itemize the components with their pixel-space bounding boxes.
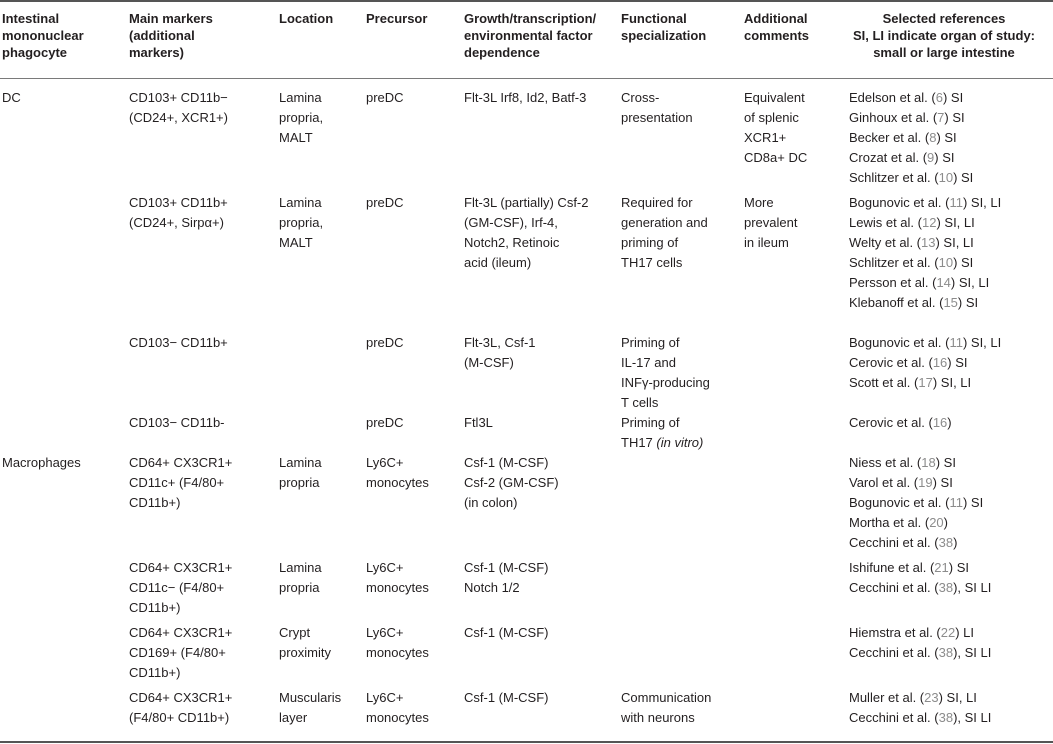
reference-number[interactable]: 11	[949, 195, 963, 210]
cell-line: in ileum	[744, 235, 789, 250]
reference-text: Welty et al. (	[849, 235, 922, 250]
reference-text: ) SI	[957, 295, 979, 310]
row-function	[621, 333, 731, 413]
row-precursor	[366, 333, 456, 353]
cell-line: preDC	[366, 415, 404, 430]
cell-line: Lamina	[279, 560, 322, 575]
reference-text: Varol et al. (	[849, 475, 919, 490]
row-precursor	[366, 413, 456, 433]
cell-line: Flt-3L Irf8, Id2, Batf-3	[464, 90, 587, 105]
cell-line: proximity	[279, 645, 332, 660]
header-line: markers)	[129, 45, 184, 60]
cell-line: More	[744, 195, 774, 210]
cell-line: propria,	[279, 110, 324, 125]
header-line: Location	[279, 11, 334, 26]
row-phagocyte	[2, 453, 122, 473]
row-factors	[464, 623, 614, 643]
row-markers	[129, 413, 274, 433]
row-references	[849, 88, 1049, 188]
cell-line: CD11c+ (F4/80+	[129, 475, 225, 490]
cell-line: Equivalent	[744, 90, 805, 105]
cell-line: Notch2, Retinoic	[464, 235, 560, 250]
reference-number[interactable]: 16	[932, 415, 948, 430]
cell-line: (in colon)	[464, 495, 518, 510]
reference-number[interactable]: 21	[934, 560, 949, 575]
reference-item[interactable]	[849, 213, 1049, 233]
reference-item[interactable]	[849, 168, 1049, 188]
reference-item[interactable]	[849, 493, 1049, 513]
cell-line: monocytes	[366, 645, 429, 660]
row-markers	[129, 688, 274, 728]
cell-line: Priming of	[621, 415, 680, 430]
row-markers	[129, 558, 274, 618]
table-header-rule	[0, 78, 1053, 79]
row-references	[849, 623, 1049, 663]
reference-text: ) SI	[934, 150, 955, 165]
cell-line: propria,	[279, 215, 324, 230]
reference-text: Ginhoux et al. (	[849, 110, 938, 125]
header-line: Growth/transcription/	[464, 11, 597, 26]
cell-line: CD103− CD11b-	[129, 415, 225, 430]
cell-line: (M-CSF)	[464, 355, 514, 370]
cell-line: Lamina	[279, 90, 322, 105]
row-precursor	[366, 193, 456, 213]
row-factors	[464, 688, 614, 708]
reference-item[interactable]	[849, 273, 1049, 293]
reference-number[interactable]: 14	[936, 275, 951, 290]
reference-text: ) LI	[955, 625, 975, 640]
reference-text: ) SI	[948, 560, 969, 575]
reference-number[interactable]: 10	[938, 255, 954, 270]
reference-item[interactable]	[849, 148, 1049, 168]
reference-item[interactable]	[849, 128, 1049, 148]
cell-line: CD103+ CD11b+	[129, 195, 228, 210]
reference-number[interactable]: 16	[932, 355, 948, 370]
cell-line: DC	[2, 90, 21, 105]
reference-text: ) SI	[953, 170, 974, 185]
row-comments	[744, 88, 834, 168]
row-comments	[744, 193, 834, 253]
reference-number[interactable]: 11	[949, 335, 963, 350]
cell-line: with neurons	[621, 710, 695, 725]
cell-line: Csf-1 (M-CSF)	[464, 625, 549, 640]
cell-line: Cross-	[621, 90, 660, 105]
cell-line: Lamina	[279, 195, 322, 210]
reference-text: ) SI	[942, 90, 964, 105]
reference-item[interactable]	[849, 373, 1049, 393]
header-line: Functional	[621, 11, 687, 26]
header-line: Selected references	[882, 11, 1006, 26]
row-markers	[129, 88, 274, 128]
table-bottom-rule	[0, 741, 1053, 743]
reference-item[interactable]	[849, 233, 1049, 253]
cell-line: Muscularis	[279, 690, 342, 705]
cell-line: CD11c− (F4/80+	[129, 580, 225, 595]
cell-line: Macrophages	[2, 455, 81, 470]
reference-number[interactable]: 38	[938, 710, 954, 725]
reference-text: Cerovic et al. (	[849, 355, 933, 370]
cell-line: preDC	[366, 335, 404, 350]
reference-item[interactable]	[849, 413, 1049, 433]
row-factors	[464, 333, 614, 373]
header-line: environmental factor	[464, 28, 593, 43]
cell-line: Notch 1/2	[464, 580, 520, 595]
reference-text: ), SI LI	[953, 710, 992, 725]
row-location	[279, 558, 359, 598]
row-references	[849, 688, 1049, 728]
reference-item[interactable]	[849, 333, 1049, 353]
cell-line: acid (ileum)	[464, 255, 532, 270]
reference-text: ) SI, LI	[962, 195, 1002, 210]
row-references	[849, 193, 1049, 313]
cell-line: generation and	[621, 215, 708, 230]
row-factors	[464, 193, 614, 273]
reference-text: )	[953, 535, 958, 550]
reference-text: ) SI, LI	[962, 335, 1002, 350]
header-markers	[129, 10, 274, 61]
reference-text: ) SI, LI	[950, 275, 990, 290]
row-factors	[464, 413, 614, 433]
row-factors	[464, 558, 614, 598]
header-line: Precursor	[366, 11, 428, 26]
reference-text: Cecchini et al. (	[849, 710, 939, 725]
cell-line: XCR1+	[744, 130, 787, 145]
reference-text: )	[943, 515, 949, 530]
reference-number[interactable]: 6	[935, 90, 943, 105]
header-line: small or large intestine	[873, 45, 1015, 60]
row-references	[849, 333, 1049, 393]
reference-text: Muller et al. (	[849, 690, 925, 705]
reference-item[interactable]	[849, 533, 1049, 553]
row-precursor	[366, 453, 456, 493]
reference-text: ) SI, LI	[936, 215, 975, 230]
reference-item[interactable]	[849, 253, 1049, 273]
reference-number[interactable]: 9	[927, 150, 935, 165]
reference-number[interactable]: 22	[940, 625, 956, 640]
header-line: (additional	[129, 28, 195, 43]
row-precursor	[366, 558, 456, 598]
cell-line: MALT	[279, 130, 313, 145]
header-comments	[744, 10, 834, 44]
header-function	[621, 10, 736, 44]
cell-line: Csf-1 (M-CSF)	[464, 455, 549, 470]
reference-item[interactable]	[849, 473, 1049, 493]
header-line: Intestinal	[2, 11, 60, 26]
reference-item[interactable]	[849, 353, 1049, 373]
cell-line: CD103− CD11b+	[129, 335, 228, 350]
reference-item[interactable]	[849, 88, 1049, 108]
row-references	[849, 413, 1049, 433]
cell-line: CD64+ CX3CR1+	[129, 455, 233, 470]
reference-item[interactable]	[849, 293, 1049, 313]
reference-text: ) SI, LI	[938, 690, 977, 705]
row-markers	[129, 453, 274, 513]
cell-line: Ly6C+	[366, 625, 404, 640]
cell-line: CD11b+)	[129, 665, 181, 680]
cell-line: CD103+ CD11b−	[129, 90, 228, 105]
reference-item[interactable]	[849, 558, 1049, 578]
row-location	[279, 623, 359, 663]
reference-text: Ishifune et al. (	[849, 560, 935, 575]
reference-item[interactable]	[849, 108, 1049, 128]
reference-item[interactable]	[849, 453, 1049, 473]
cell-line: (CD24+, Sirpα+)	[129, 215, 224, 230]
reference-text: ) SI	[932, 475, 953, 490]
cell-line: layer	[279, 710, 308, 725]
cell-text: TH17	[621, 435, 653, 450]
cell-line: T cells	[621, 395, 659, 410]
header-line: phagocyte	[2, 45, 68, 60]
cell-line: presentation	[621, 110, 693, 125]
reference-text: Bogunovic et al. (	[849, 195, 950, 210]
reference-number[interactable]: 10	[938, 170, 954, 185]
reference-text: Schlitzer et al. (	[849, 170, 939, 185]
reference-text: ) SI	[935, 455, 956, 470]
cell-line: TH17 cells	[621, 255, 683, 270]
cell-line: priming of	[621, 235, 679, 250]
row-factors	[464, 453, 614, 513]
cell-line: IL-17 and	[621, 355, 676, 370]
cell-line: prevalent	[744, 215, 798, 230]
cell-line: CD11b+)	[129, 495, 181, 510]
cell-line: (F4/80+ CD11b+)	[129, 710, 230, 725]
reference-text: ) SI	[944, 110, 965, 125]
cell-line: monocytes	[366, 710, 429, 725]
cell-line: Crypt	[279, 625, 311, 640]
reference-text: Edelson et al. (	[849, 90, 936, 105]
row-location	[279, 688, 359, 728]
reference-number[interactable]: 19	[918, 475, 933, 490]
header-location	[279, 10, 359, 27]
header-line: dependence	[464, 45, 540, 60]
reference-number[interactable]: 38	[938, 580, 954, 595]
cell-line: Lamina	[279, 455, 322, 470]
cell-line: propria	[279, 580, 320, 595]
cell-line: monocytes	[366, 475, 429, 490]
reference-number[interactable]: 8	[929, 130, 937, 145]
row-precursor	[366, 88, 456, 108]
reference-number[interactable]: 7	[937, 110, 945, 125]
cell-line: (GM-CSF), Irf-4,	[464, 215, 558, 230]
row-function	[621, 413, 731, 453]
reference-text: Becker et al. (	[849, 130, 930, 145]
cell-line: CD64+ CX3CR1+	[129, 560, 233, 575]
cell-line: CD64+ CX3CR1+	[129, 690, 233, 705]
reference-text: Mortha et al. (	[849, 515, 930, 530]
reference-text: Schlitzer et al. (	[849, 255, 939, 270]
row-location	[279, 193, 359, 253]
reference-number[interactable]: 38	[938, 535, 954, 550]
cell-line: Required for	[621, 195, 693, 210]
reference-number[interactable]: 13	[921, 235, 936, 250]
row-markers	[129, 333, 274, 353]
header-references	[838, 10, 1050, 61]
reference-text: Hiemstra et al. (	[849, 625, 941, 640]
row-precursor	[366, 623, 456, 663]
row-precursor	[366, 688, 456, 728]
cell-line: (CD24+, XCR1+)	[129, 110, 228, 125]
reference-text: Klebanoff et al. (	[849, 295, 944, 310]
row-location	[279, 453, 359, 493]
cell-line: CD169+ (F4/80+	[129, 645, 226, 660]
cell-line: CD8a+ DC	[744, 150, 808, 165]
reference-item[interactable]	[849, 623, 1049, 643]
cell-line: Csf-1 (M-CSF)	[464, 560, 549, 575]
reference-item[interactable]	[849, 513, 1049, 533]
reference-text: ) SI	[947, 355, 968, 370]
header-line: SI, LI indicate organ of study:	[852, 28, 1035, 43]
reference-item[interactable]	[849, 688, 1049, 708]
reference-text: )	[947, 415, 952, 430]
cell-line: preDC	[366, 195, 404, 210]
reference-number[interactable]: 15	[943, 295, 958, 310]
row-function	[621, 193, 731, 273]
header-line: comments	[744, 28, 810, 43]
cell-line: Priming of	[621, 335, 680, 350]
cell-line: Flt-3L (partially) Csf-2	[464, 195, 589, 210]
header-line: specialization	[621, 28, 707, 43]
row-references	[849, 558, 1049, 598]
cell-line: Csf-2 (GM-CSF)	[464, 475, 559, 490]
reference-text: Cecchini et al. (	[849, 535, 939, 550]
row-markers	[129, 193, 274, 233]
reference-text: Cerovic et al. (	[849, 415, 933, 430]
reference-number[interactable]: 12	[921, 215, 937, 230]
reference-number[interactable]: 17	[918, 375, 933, 390]
reference-text: ), SI LI	[953, 645, 992, 660]
row-location	[279, 88, 359, 148]
reference-item[interactable]	[849, 193, 1049, 213]
reference-number[interactable]: 20	[929, 515, 944, 530]
reference-text: Bogunovic et al. (	[849, 335, 950, 350]
reference-number[interactable]: 23	[924, 690, 939, 705]
reference-text: Scott et al. (	[849, 375, 919, 390]
reference-text: ) SI, LI	[935, 235, 974, 250]
reference-text: ) SI	[962, 495, 984, 510]
header-line: mononuclear	[2, 28, 84, 43]
table-top-rule	[0, 0, 1053, 2]
cell-line: Flt-3L, Csf-1	[464, 335, 536, 350]
reference-text: ) SI	[953, 255, 974, 270]
cell-line: CD64+ CX3CR1+	[129, 625, 233, 640]
reference-text: ) SI, LI	[932, 375, 972, 390]
cell-line: propria	[279, 475, 320, 490]
reference-number[interactable]: 11	[949, 495, 963, 510]
reference-item[interactable]	[849, 708, 1049, 728]
cell-line: Ly6C+	[366, 560, 404, 575]
cell-line: Communication	[621, 690, 712, 705]
header-factors	[464, 10, 619, 61]
reference-text: Bogunovic et al. (	[849, 495, 950, 510]
cell-line	[621, 433, 731, 453]
header-line: Main markers	[129, 11, 213, 26]
cell-line: MALT	[279, 235, 313, 250]
header-line: Additional	[744, 11, 808, 26]
row-function	[621, 88, 731, 128]
reference-text: Crozat et al. (	[849, 150, 928, 165]
row-function	[621, 688, 731, 728]
cell-line: preDC	[366, 90, 404, 105]
reference-text: Persson et al. (	[849, 275, 937, 290]
header-precursor	[366, 10, 456, 27]
reference-item[interactable]	[849, 643, 1049, 663]
reference-item[interactable]	[849, 578, 1049, 598]
cell-italic-note: (in vitro)	[656, 435, 704, 450]
cell-line: monocytes	[366, 580, 429, 595]
reference-number[interactable]: 18	[921, 455, 936, 470]
reference-text: ) SI	[936, 130, 957, 145]
reference-text: ), SI LI	[953, 580, 992, 595]
cell-line: Ly6C+	[366, 455, 404, 470]
header-phagocyte	[2, 10, 122, 61]
row-factors	[464, 88, 614, 108]
cell-line: Ly6C+	[366, 690, 404, 705]
cell-line: CD11b+)	[129, 600, 181, 615]
row-markers	[129, 623, 274, 683]
row-references	[849, 453, 1049, 553]
cell-line: INFγ-producing	[621, 375, 710, 390]
cell-line: Ftl3L	[464, 415, 493, 430]
reference-text: Niess et al. (	[849, 455, 922, 470]
reference-text: Cecchini et al. (	[849, 580, 939, 595]
reference-text: Lewis et al. (	[849, 215, 922, 230]
row-phagocyte	[2, 88, 122, 108]
cell-line: Csf-1 (M-CSF)	[464, 690, 549, 705]
reference-text: Cecchini et al. (	[849, 645, 939, 660]
cell-line: of splenic	[744, 110, 799, 125]
reference-number[interactable]: 38	[938, 645, 954, 660]
